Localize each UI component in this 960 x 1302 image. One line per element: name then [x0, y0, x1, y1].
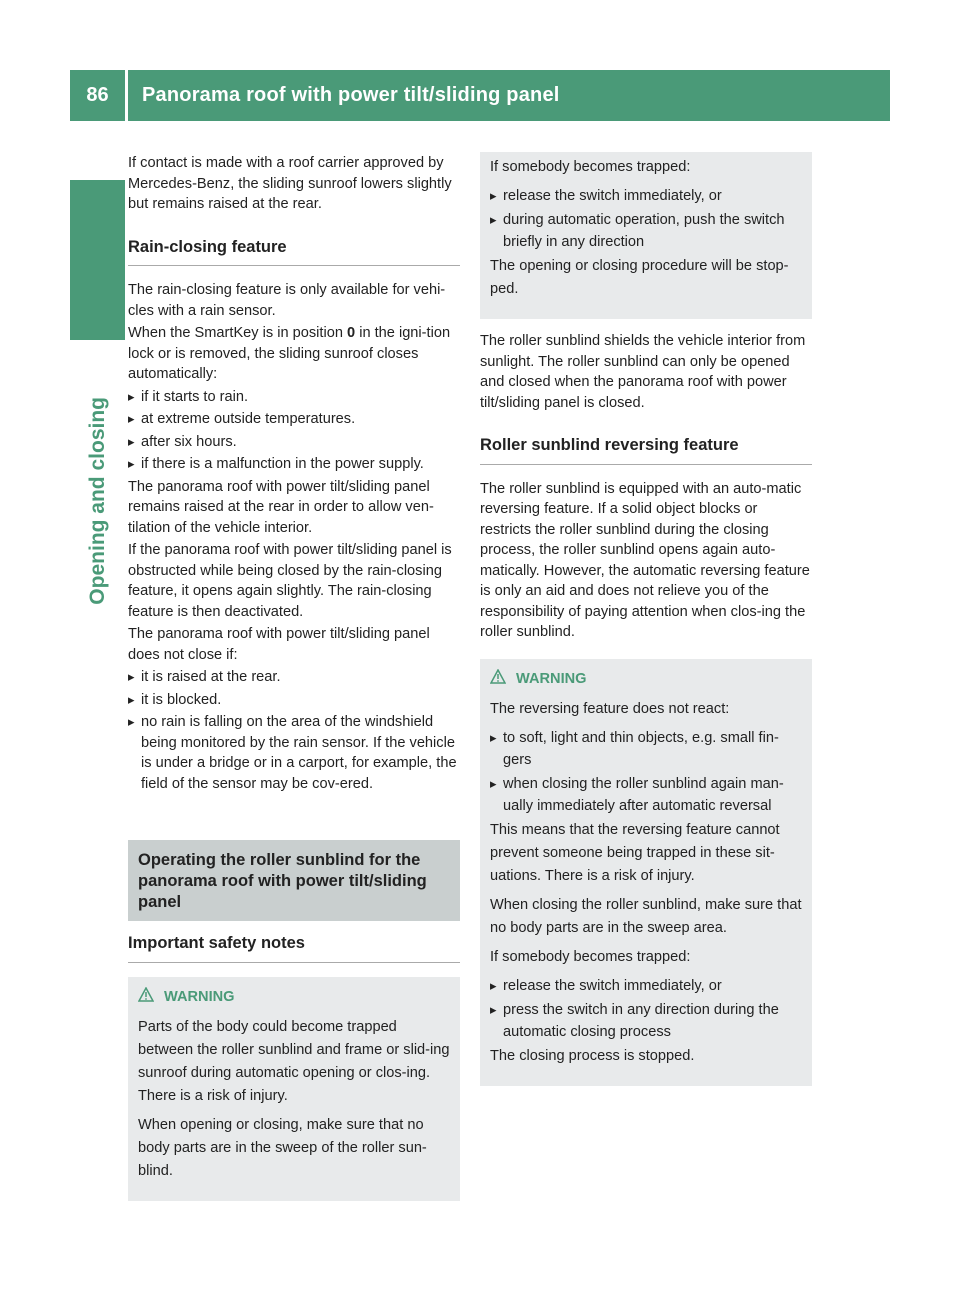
list-item: ▸ press the switch in any direction during the automatic closing process [490, 999, 802, 1043]
column-right [480, 152, 812, 1086]
box-paragraph: If somebody becomes trapped: [490, 159, 691, 175]
text-span: in the igni-tion lock or is removed, the sliding sunroof closes automatically: [128, 325, 451, 382]
warning-paragraph: The reversing feature does not react: [490, 701, 730, 717]
list-item: ▸ release the switch immediately, or [490, 975, 802, 997]
rain-paragraph-3: The panorama roof with power tilt/sliding panel remains raised at the rear in order to allow ven-tilation of the vehicle interior. [128, 478, 434, 536]
list-item: ▸ release the switch immediately, or [490, 185, 802, 207]
list-item: ▸ if there is a malfunction in the power supply. [128, 454, 460, 475]
intro-paragraph: If contact is made with a roof carrier approved by Mercedes-Benz, the sliding sunroof lowers slightly but remains raised at the rear. [128, 155, 452, 212]
list-item: ▸ when closing the roller sunblind again man-ually immediately after automatic reversal [490, 773, 802, 817]
warning-paragraph: When closing the roller sunblind, make sure that no body parts are in the sweep area. [490, 897, 802, 936]
list-item: ▸ no rain is falling on the area of the windshield being monitored by the rain sensor. If the vehicle is under a bridge or in a carport, for example, the field of the sensor may be cov-ered. [128, 712, 460, 794]
rain-conditions-list [128, 387, 460, 475]
rain-paragraph-2 [128, 323, 460, 385]
warning-triangle-icon [490, 669, 510, 691]
list-item: ▸ after six hours. [128, 432, 460, 453]
warning-title [138, 987, 450, 1009]
sunblind-paragraph: The roller sunblind shields the vehicle interior from sunlight. The roller sunblind can only be opened and closed when the panorama roof with power tilt/sliding panel is closed. [480, 333, 806, 411]
column-left [128, 153, 460, 1201]
safety-heading: Important safety notes [128, 933, 460, 963]
warning-label: WARNING [164, 989, 235, 1005]
rain-paragraph-5: The panorama roof with power tilt/sliding panel does not close if: [128, 626, 430, 663]
position-zero: 0 [347, 325, 356, 341]
warning-paragraph: This means that the reversing feature cannot prevent someone being trapped in these sit-uations. There is a risk of injury. [490, 822, 780, 884]
reversing-paragraph: The roller sunblind is equipped with an auto-matic reversing feature. If a solid object blocks or restricts the roller sunblind during the closing process, the roller sunblind opens again auto-matically. However, the automatic reversing feature is only an aid and does not relieve you of the responsibility of paying attention when clos-ing the roller sunblind. [480, 480, 810, 640]
list-item: ▸ it is raised at the rear. [128, 667, 460, 688]
warning-paragraph: When opening or closing, make sure that no body parts are in the sweep of the roller sun-blind. [138, 1117, 427, 1179]
page-title: Panorama roof with power tilt/sliding panel [128, 70, 890, 121]
section-heading: Operating the roller sunblind for the panorama roof with power tilt/sliding panel [128, 840, 460, 921]
reversing-heading: Roller sunblind reversing feature [480, 435, 812, 465]
warning-paragraph: The closing process is stopped. [490, 1048, 695, 1064]
sidebar-label-wrap [70, 340, 125, 605]
list-item: ▸ if it starts to rain. [128, 387, 460, 408]
list-item: ▸ to soft, light and thin objects, e.g. small fin-gers [490, 727, 802, 771]
rain-closing-heading: Rain-closing feature [128, 237, 460, 267]
warning-label: WARNING [516, 671, 587, 687]
list-item: ▸ at extreme outside temperatures. [128, 409, 460, 430]
text-span: When the SmartKey is in position [128, 325, 348, 341]
list-item: ▸ during automatic operation, push the switch briefly in any direction [490, 209, 802, 253]
no-react-list [490, 727, 802, 817]
warning-triangle-icon [138, 987, 158, 1009]
rain-paragraph-1: The rain-closing feature is only available for vehi-cles with a rain sensor. [128, 282, 446, 319]
page-number: 86 [70, 70, 125, 121]
not-close-list [128, 667, 460, 794]
box-paragraph: The opening or closing procedure will be stop-ped. [490, 258, 789, 297]
warning-paragraph: Parts of the body could become trapped between the roller sunblind and frame or slid-ing sunroof during automatic opening or clos-ing. There is a risk of injury. [138, 1019, 450, 1104]
trapped-box [480, 152, 812, 319]
warning-paragraph: If somebody becomes trapped: [490, 949, 691, 965]
sidebar-label: Opening and closing [85, 397, 109, 605]
list-item: ▸ it is blocked. [128, 690, 460, 711]
sidebar-tab [70, 180, 125, 340]
warning-box-1 [128, 977, 460, 1202]
warning-title [490, 669, 802, 691]
trapped-list [490, 185, 802, 253]
trapped-list-2 [490, 975, 802, 1043]
warning-box-2 [480, 659, 812, 1087]
rain-paragraph-4: If the panorama roof with power tilt/sliding panel is obstructed while being closed by the rain-closing feature, it opens again slightly. The rain-closing feature is then deactivated. [128, 542, 452, 620]
